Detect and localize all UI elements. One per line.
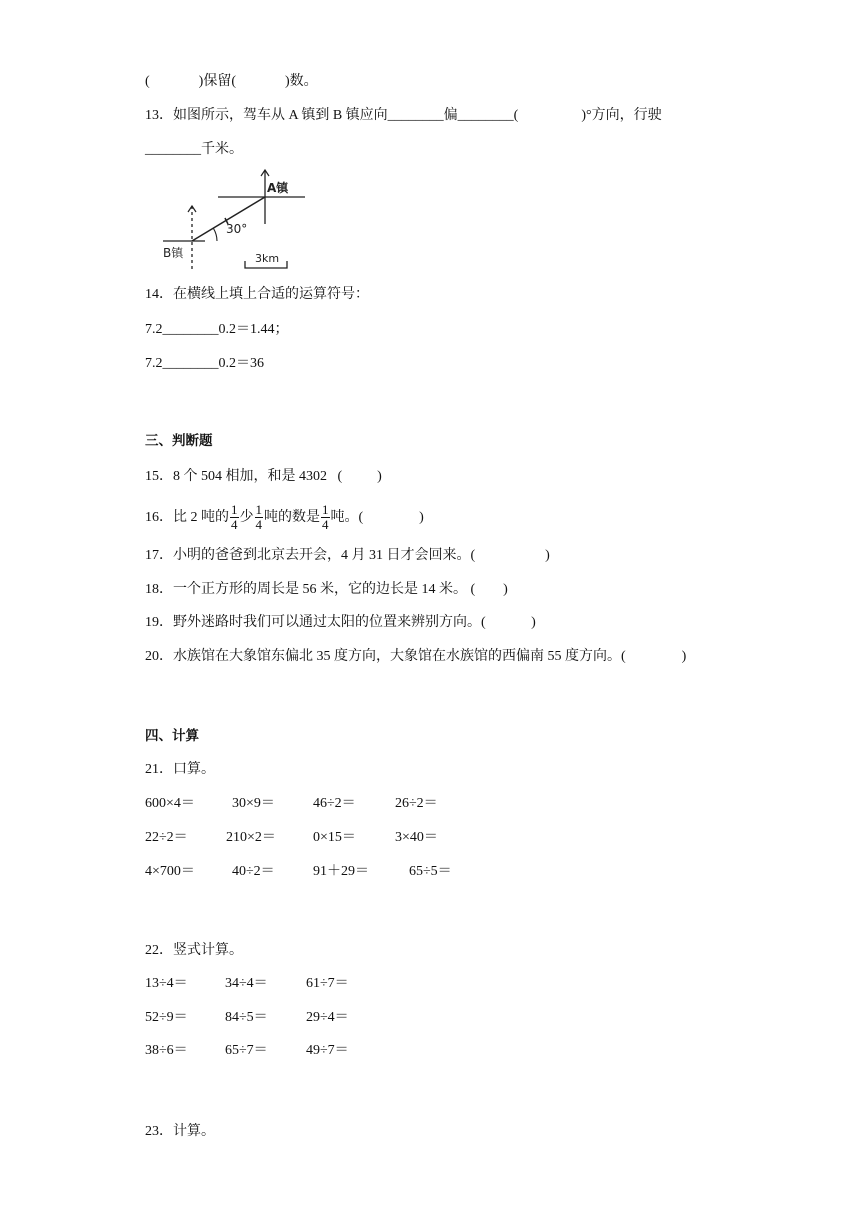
q23-prompt: 23．计算。 [145,1124,215,1139]
q21-item-r1-c4: 26÷2＝ [395,796,438,811]
q16-mid2: 吨的数是 [264,510,320,525]
label-a: A镇 [267,181,289,195]
q16-frac-1: $\frac{1}{4}$ [231,502,238,533]
q14-prompt: 14．在横线上填上合适的运算符号： [145,287,369,302]
q22-prompt: 22．竖式计算。 [145,943,243,958]
q22-item-r1-c3: 61÷7＝ [306,976,349,991]
q21-item-r1-c3: 46÷2＝ [313,796,356,811]
angle-arc [214,229,218,242]
q21-item-r1-c1: 600×4＝ [145,796,195,811]
q17: 17．小明的爸爸到北京去开会，4 月 31 日才会回来。( ) [145,548,550,563]
q13-line2: ________千米。 [145,142,243,157]
q16-frac-2: $\frac{1}{4}$ [255,502,262,533]
q13-line1: 13．如图所示，驾车从 A 镇到 B 镇应向________偏________( )°方向，行驶 [145,108,662,123]
q21-item-r2-c2: 210×2＝ [226,830,276,845]
angle-label: 30° [226,222,248,236]
q16-frac-3: $\frac{1}{4}$ [322,502,329,533]
q16-pre: 16．比 2 吨的 [145,510,229,525]
q21-item-r3-c3: 91＋29＝ [313,864,369,879]
q22-item-r2-c2: 84÷5＝ [225,1010,268,1025]
q21-item-r3-c4: 65÷5＝ [409,864,452,879]
q15: 15．8 个 504 相加，和是 4302 ( ) [145,469,382,484]
scale-label: 3km [255,252,280,265]
direction-diagram [155,168,305,276]
q22-item-r2-c1: 52÷9＝ [145,1010,188,1025]
label-b: B镇 [163,246,184,260]
q21-item-r2-c3: 0×15＝ [313,830,356,845]
q21-item-r2-c4: 3×40＝ [395,830,438,845]
q22-item-r3-c3: 49÷7＝ [306,1043,349,1058]
q22-item-r3-c2: 65÷7＝ [225,1043,268,1058]
q22-item-r2-c3: 29÷4＝ [306,1010,349,1025]
q16-mid1: 少 [239,510,254,525]
q14-line1: 7.2________0.2＝1.44； [145,322,289,337]
q16 [145,503,424,533]
q21-item-r1-c2: 30×9＝ [232,796,275,811]
q21-item-r2-c1: 22÷2＝ [145,830,188,845]
q14-line2: 7.2________0.2＝36 [145,356,264,371]
q22-item-r3-c1: 38÷6＝ [145,1043,188,1058]
q22-item-r1-c2: 34÷4＝ [225,976,268,991]
q20: 20．水族馆在大象馆东偏北 35 度方向，大象馆在水族馆的西偏南 55 度方向。( ) [145,649,687,664]
q12-tail: ( )保留( )数。 [145,74,318,89]
q16-post: 吨。( ) [330,510,424,525]
section4-title: 四、计算 [145,728,199,744]
q21-item-r3-c1: 4×700＝ [145,864,195,879]
q22-item-r1-c1: 13÷4＝ [145,976,188,991]
section3-title: 三、判断题 [145,433,213,449]
q19: 19．野外迷路时我们可以通过太阳的位置来辨别方向。( ) [145,615,536,630]
q18: 18．一个正方形的周长是 56 米，它的边长是 14 米。 ( ) [145,582,508,597]
q21-item-r3-c2: 40÷2＝ [232,864,275,879]
q21-prompt: 21．口算。 [145,762,215,777]
